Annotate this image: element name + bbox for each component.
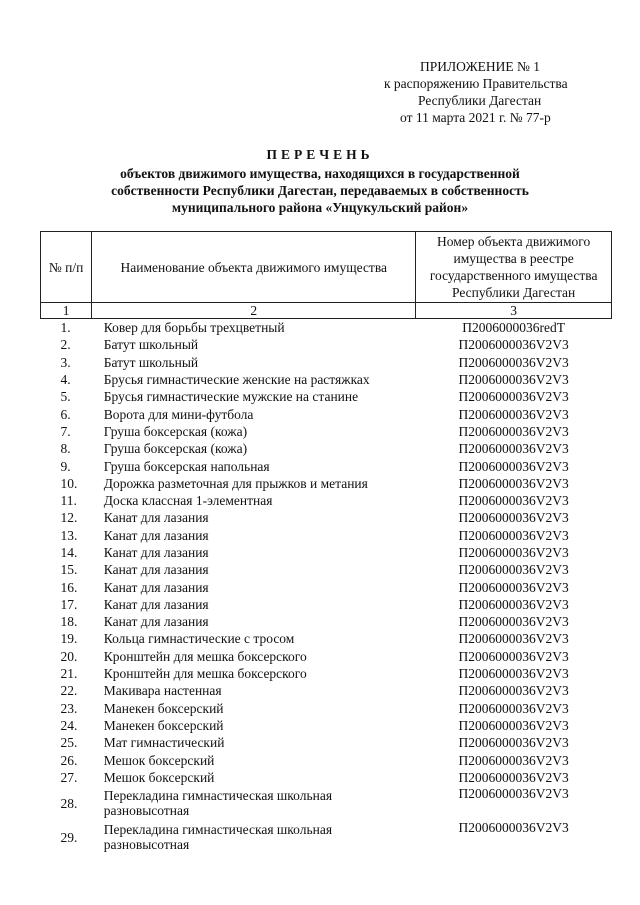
table-row <box>41 786 612 820</box>
header-name: Наименование объекта движимого имущества <box>92 232 416 303</box>
row-number: 20. <box>60 648 78 664</box>
row-name: Ковер для борьбы трехцветный <box>103 320 285 336</box>
row-name: Груша боксерская напольная <box>103 458 270 474</box>
table-row <box>41 354 612 371</box>
row-name: Канат для лазания <box>103 527 209 543</box>
row-registry-number: П2006000036V2V3 <box>458 683 569 699</box>
row-name: Перекладина гимнастическая школьная разновысотная <box>103 822 333 853</box>
row-name: Кольца гимнастические с тросом <box>103 631 295 647</box>
table-row <box>41 613 612 630</box>
table-row <box>41 336 612 353</box>
table-row <box>41 734 612 751</box>
row-name: Мат гимнастический <box>103 735 225 751</box>
row-number: 28. <box>60 795 78 811</box>
appendix-date: от 11 марта 2021 г. № 77-р <box>400 110 551 125</box>
table-row <box>41 405 612 422</box>
row-registry-number: П2006000036V2V3 <box>458 337 569 353</box>
row-number: 24. <box>60 717 78 733</box>
row-registry-number: П2006000036V2V3 <box>458 562 569 578</box>
row-name: Батут школьный <box>103 337 199 353</box>
subtitle-line: собственности Республики Дагестан, передаваемых в собственность <box>111 183 529 198</box>
table-row <box>41 769 612 786</box>
row-name: Канат для лазания <box>103 562 209 578</box>
table-row <box>41 596 612 613</box>
row-registry-number: П2006000036V2V3 <box>458 820 569 836</box>
row-registry-number: П2006000036V2V3 <box>458 423 569 439</box>
row-number: 18. <box>60 614 78 630</box>
row-number: 2. <box>60 337 71 353</box>
table-row <box>41 820 612 854</box>
row-number: 12. <box>60 510 78 526</box>
row-registry-number: П2006000036V2V3 <box>458 510 569 526</box>
table-row <box>41 457 612 474</box>
row-name: Брусья гимнастические женские на растяжках <box>103 372 370 388</box>
row-number: 16. <box>60 579 78 595</box>
row-number: 4. <box>60 372 71 388</box>
column-number: 2 <box>92 303 416 319</box>
table-row <box>41 578 612 595</box>
row-number: 6. <box>60 406 71 422</box>
table-row <box>41 561 612 578</box>
row-name: Батут школьный <box>103 354 199 370</box>
row-number: 25. <box>60 735 78 751</box>
table-row <box>41 648 612 665</box>
subtitle-line: муниципального района «Унцукульский район» <box>171 200 469 215</box>
row-name: Кронштейн для мешка боксерского <box>103 648 307 664</box>
row-number: 11. <box>60 493 77 509</box>
row-registry-number: П2006000036V2V3 <box>458 389 569 405</box>
row-number: 8. <box>60 441 71 457</box>
row-number: 13. <box>60 527 78 543</box>
row-registry-number: П2006000036V2V3 <box>458 769 569 785</box>
row-registry-number: П2006000036V2V3 <box>458 406 569 422</box>
table-row <box>41 371 612 388</box>
row-registry-number: П2006000036V2V3 <box>458 458 569 474</box>
row-number: 27. <box>60 769 78 785</box>
row-registry-number: П2006000036V2V3 <box>458 354 569 370</box>
table-row <box>41 319 612 337</box>
row-number: 22. <box>60 683 78 699</box>
table-row <box>41 700 612 717</box>
row-number: 29. <box>60 829 78 845</box>
row-number: 10. <box>60 475 78 491</box>
table-row <box>41 751 612 768</box>
row-registry-number: П2006000036V2V3 <box>458 666 569 682</box>
row-name: Перекладина гимнастическая школьная разновысотная <box>103 788 333 819</box>
header-registry-number: Номер объекта движимого имущества в реестре государственного имущества Республики Дагестан <box>416 232 612 303</box>
row-registry-number: П2006000036V2V3 <box>458 648 569 664</box>
row-registry-number: П2006000036V2V3 <box>458 493 569 509</box>
appendix-title: ПРИЛОЖЕНИЕ № 1 <box>420 59 541 74</box>
table-row <box>41 388 612 405</box>
row-registry-number: П2006000036V2V3 <box>458 700 569 716</box>
header-number: № п/п <box>41 232 92 303</box>
table-row <box>41 492 612 509</box>
row-name: Манекен боксерский <box>103 717 224 733</box>
row-registry-number: П2006000036V2V3 <box>458 752 569 768</box>
row-name: Канат для лазания <box>103 596 209 612</box>
row-name: Доска классная 1-элементная <box>103 493 273 509</box>
row-name: Канат для лазания <box>103 614 209 630</box>
row-number: 9. <box>60 458 71 474</box>
row-registry-number: П2006000036V2V3 <box>458 596 569 612</box>
row-registry-number: П2006000036V2V3 <box>458 441 569 457</box>
row-name: Брусья гимнастические мужские на станине <box>103 389 359 405</box>
row-name: Груша боксерская (кожа) <box>103 441 248 457</box>
row-name: Мешок боксерский <box>103 752 215 768</box>
row-registry-number: П2006000036V2V3 <box>458 735 569 751</box>
table-row <box>41 630 612 647</box>
property-table <box>40 231 612 854</box>
table-row <box>41 717 612 734</box>
row-name: Канат для лазания <box>103 510 209 526</box>
column-number: 1 <box>41 303 92 319</box>
row-name: Ворота для мини-футбола <box>103 406 254 422</box>
table-row <box>41 682 612 699</box>
column-number: 3 <box>416 303 612 319</box>
row-number: 3. <box>60 354 71 370</box>
row-number: 5. <box>60 389 71 405</box>
row-registry-number: П2006000036V2V3 <box>458 372 569 388</box>
table-row <box>41 527 612 544</box>
row-registry-number: П2006000036V2V3 <box>458 527 569 543</box>
row-number: 7. <box>60 423 71 439</box>
appendix-block <box>372 58 582 126</box>
row-name: Макивара настенная <box>103 683 222 699</box>
row-number: 17. <box>60 596 78 612</box>
row-registry-number: П2006000036redT <box>462 320 565 336</box>
table-body <box>41 319 612 855</box>
row-name: Груша боксерская (кожа) <box>103 423 248 439</box>
row-number: 21. <box>60 666 78 682</box>
appendix-order-ref: к распоряжению Правительства <box>384 76 568 91</box>
row-number: 26. <box>60 752 78 768</box>
table-row <box>41 544 612 561</box>
row-number: 1. <box>60 320 71 336</box>
row-name: Канат для лазания <box>103 579 209 595</box>
row-registry-number: П2006000036V2V3 <box>458 614 569 630</box>
document-title: ПЕРЕЧЕНЬ <box>266 147 374 162</box>
table-row <box>41 423 612 440</box>
row-registry-number: П2006000036V2V3 <box>458 717 569 733</box>
row-registry-number: П2006000036V2V3 <box>458 631 569 647</box>
row-number: 19. <box>60 631 78 647</box>
row-registry-number: П2006000036V2V3 <box>458 579 569 595</box>
row-registry-number: П2006000036V2V3 <box>458 475 569 491</box>
table-row <box>41 665 612 682</box>
document-subtitle <box>60 165 580 216</box>
table-row <box>41 475 612 492</box>
row-name: Дорожка разметочная для прыжков и метания <box>103 475 368 491</box>
row-name: Манекен боксерский <box>103 700 224 716</box>
row-number: 15. <box>60 562 78 578</box>
table-row <box>41 440 612 457</box>
row-name: Канат для лазания <box>103 545 209 560</box>
appendix-republic: Республики Дагестан <box>418 93 542 108</box>
row-registry-number: П2006000036V2V3 <box>458 786 569 802</box>
row-name: Кронштейн для мешка боксерского <box>103 666 307 682</box>
row-number: 23. <box>60 700 78 716</box>
subtitle-line: объектов движимого имущества, находящихся в государственной <box>120 166 520 181</box>
row-name: Мешок боксерский <box>103 769 215 785</box>
row-number: 14. <box>60 545 78 560</box>
row-registry-number: П2006000036V2V3 <box>458 545 569 560</box>
table-row <box>41 509 612 526</box>
